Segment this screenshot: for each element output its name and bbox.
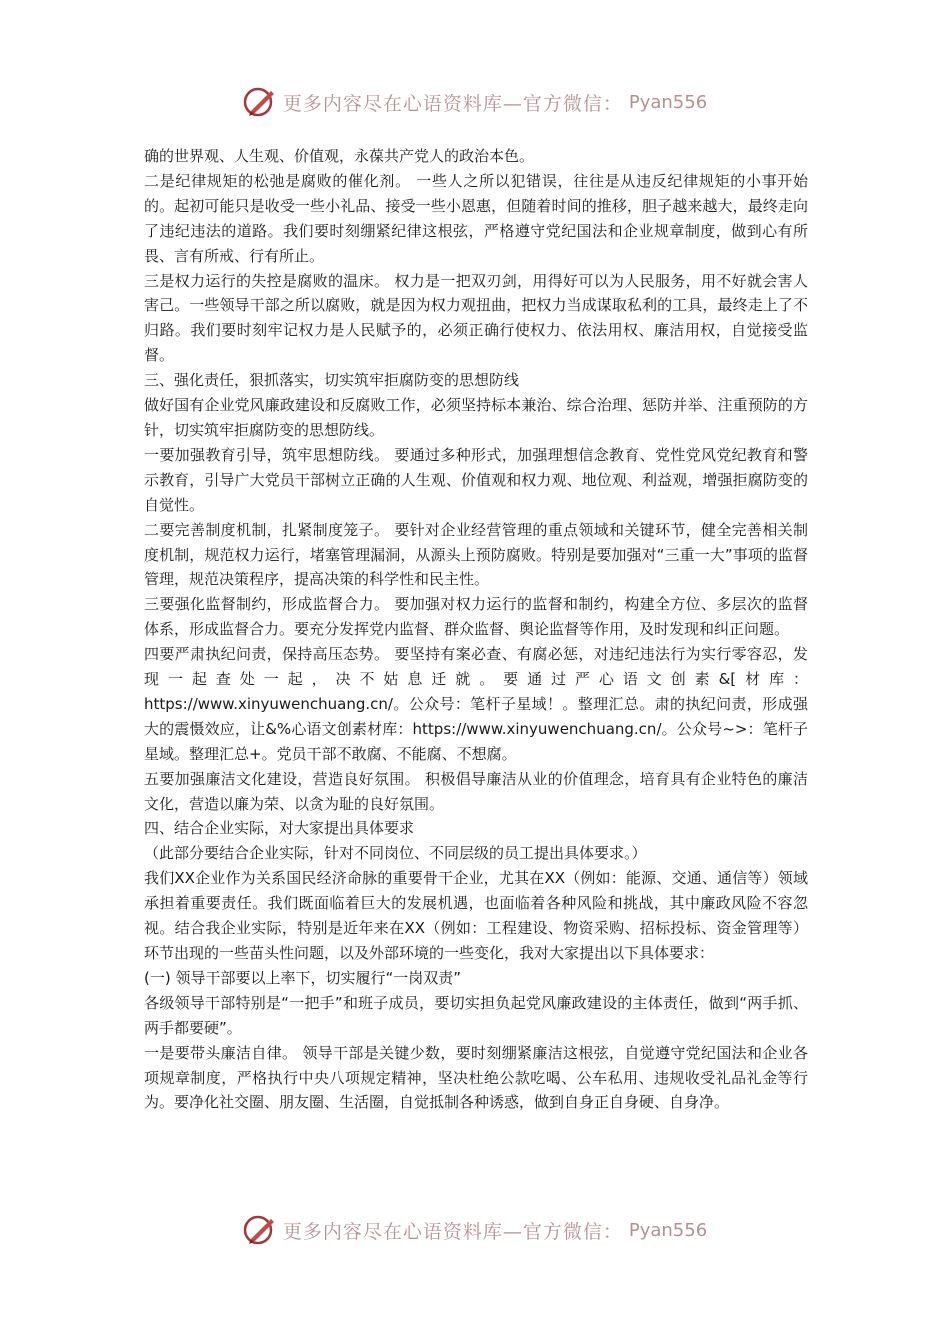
paragraph: 确的世界观、人生观、价值观，永葆共产党人的政治本色。 [144, 147, 535, 165]
paragraph: 一是要带头廉洁自律。 领导干部是关键少数，要时刻绷紧廉洁这根弦，自觉遵守党纪国法和企业各项规章制度，严格执行中央八项规定精神，坚决杜绝公款吃喝、公车私用、违规收受礼品礼金等行为。要净化社交圈、朋友圈、生活圈，自觉抵制各种诱惑，做到自身正自身硬、自身净。 [144, 1043, 808, 1112]
pen-logo-icon [243, 1213, 277, 1247]
paragraph: 我们XX企业作为关系国民经济命脉的重要骨干企业，尤其在XX（例如：能源、交通、通信等）领域承担着重要责任。我们既面临着巨大的发展机遇，也面临着各种风险和挑战，其中廉政风险不容忽视。结合我企业实际，特别是近年来在XX（例如：工程建设、物资采购、招标投标、资金管理等）环节出现的一些苗头性问题，以及外部环境的一些变化，我对大家提出以下具体要求： [144, 869, 808, 962]
paragraph: 四要严肃执纪问责，保持高压态势。 要坚持有案必查、有腐必惩，对违纪违法行为实行零容忍，发现一起查处一起，决不姑息迁就。要通过严心语文创素&[材库：https://www.xinyuwenchuang.cn/。公众号：笔杆子星域！。整理汇总。肃的执纪问责，形成强大的震慑效应，让&%心语文创素材库：https://www.xinyuwenchuang.cn/。公众号~>：笔杆子星域。整理汇总+。党员干部不敢腐、不能腐、不想腐。 [144, 645, 808, 763]
footer-watermark-banner [0, 1212, 950, 1248]
header-watermark-banner [0, 84, 950, 120]
paragraph: 二是纪律规矩的松弛是腐败的催化剂。 一些人之所以犯错误，往往是从违反纪律规矩的小事开始的。起初可能只是收受一些小礼品、接受一些小恩惠，但随着时间的推移，胆子越来越大，最终走向了违纪违法的道路。我们要时刻绷紧纪律这根弦，严格遵守党纪国法和企业规章制度，做到心有所畏、言有所戒、行有所止。 [144, 171, 808, 265]
paragraph: 三要强化监督制约，形成监督合力。 要加强对权力运行的监督和制约，构建全方位、多层次的监督体系，形成监督合力。要充分发挥党内监督、群众监督、舆论监督等作用，及时发现和纠正问题。 [144, 595, 808, 639]
watermark-text: 更多内容尽在心语资料库—官方微信： [282, 92, 623, 115]
paragraph: 三是权力运行的失控是腐败的温床。 权力是一把双刃剑，用得好可以为人民服务，用不好就会害人害己。一些领导干部之所以腐败，就是因为权力观扭曲，把权力当成谋取私利的工具，最终走上了不归路。我们要时刻牢记权力是人民赋予的，必须正确行使权力、依法用权、廉洁用权，自觉接受监督。 [144, 271, 808, 365]
subsection-heading: (一) 领导干部要以上率下，切实履行“一岗双责” [144, 968, 462, 987]
paragraph: 五要加强廉洁文化建设，营造良好氛围。 积极倡导廉洁从业的价值理念，培育具有企业特色的廉洁文化，营造以廉为荣、以贪为耻的良好氛围。 [144, 769, 808, 813]
paragraph: 一要加强教育引导，筑牢思想防线。 要通过多种形式，加强理想信念教育、党性党风党纪教育和警示教育，引导广大党员干部树立正确的人生观、价值观和权力观、地位观、利益观，增强拒腐防变的自觉性。 [144, 445, 808, 514]
paragraph: 做好国有企业党风廉政建设和反腐败工作，必须坚持标本兼治、综合治理、惩防并举、注重预防的方针，切实筑牢拒腐防变的思想防线。 [144, 396, 808, 439]
watermark-wechat-id: Pyan556 [628, 91, 708, 113]
document-body [144, 144, 808, 1115]
paragraph: 各级领导干部特别是“一把手”和班子成员，要切实担负起党风廉政建设的主体责任，做到“两手抓、两手都要硬”。 [144, 993, 808, 1037]
pen-logo-icon [243, 85, 277, 119]
watermark-wechat-id: Pyan556 [628, 1219, 708, 1241]
section-heading: 三、强化责任，狠抓落实，切实筑牢拒腐防变的思想防线 [144, 371, 520, 390]
watermark-text: 更多内容尽在心语资料库—官方微信： [282, 1220, 623, 1243]
paragraph: （此部分要结合企业实际，针对不同岗位、不同层级的员工提出具体要求。） [144, 844, 647, 863]
section-heading: 四、结合企业实际，对大家提出具体要求 [144, 819, 415, 838]
paragraph: 二要完善制度机制，扎紧制度笼子。 要针对企业经营管理的重点领域和关键环节，健全完善相关制度机制，规范权力运行，堵塞管理漏洞，从源头上预防腐败。特别是要加强对“三重一大”事项的监督管理，规范决策程序，提高决策的科学性和民主性。 [144, 520, 808, 589]
